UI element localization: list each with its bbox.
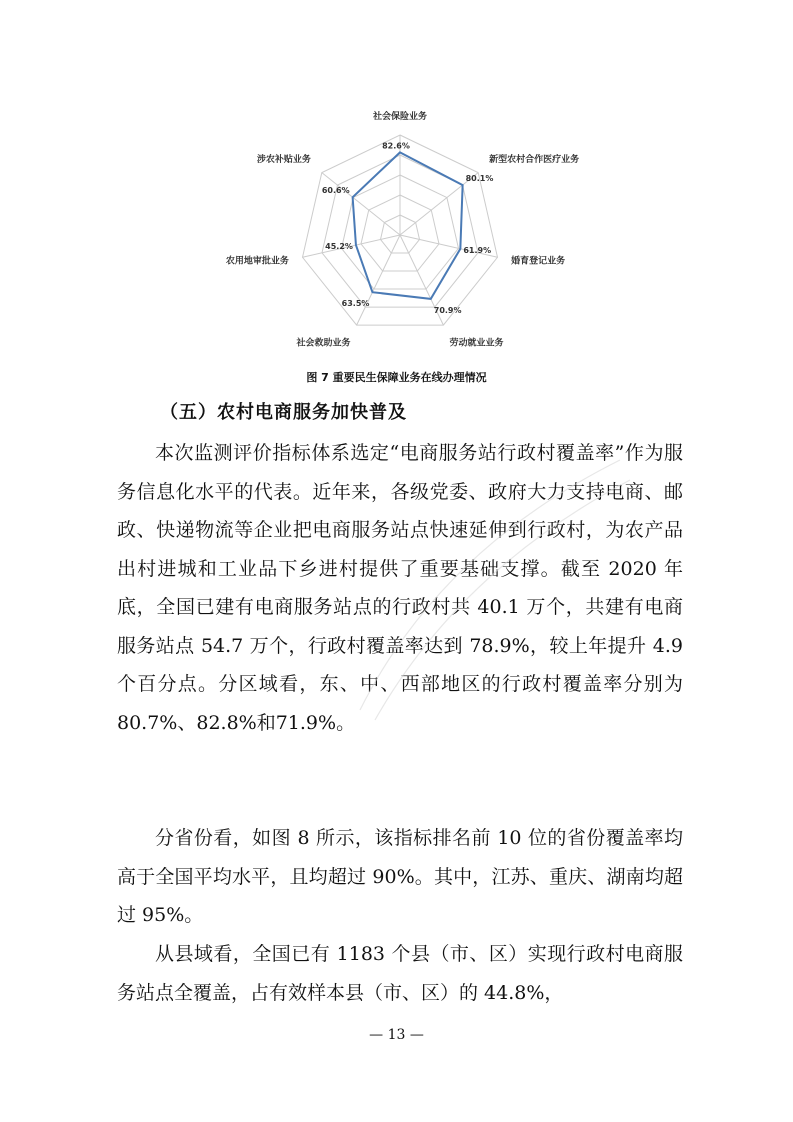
radar-value-label: 63.5%: [341, 299, 370, 309]
paragraph-2: 分省份看，如图 8 所示，该指标排名前 10 位的省份覆盖率均高于全国平均水平，且均超过 90%。其中，江苏、重庆、湖南均超过 95%。: [117, 827, 683, 926]
radar-category-label: 劳动就业业务: [449, 338, 504, 349]
radar-value-label: 82.6%: [382, 141, 410, 151]
section-heading: （五）农村电商服务加快普及: [160, 402, 407, 423]
radar-value-label: 80.1%: [465, 174, 494, 184]
radar-category-label: 社会保险业务: [372, 112, 428, 122]
radar-category-label: 婚育登记业务: [511, 256, 566, 267]
page-number: — 13 —: [369, 1027, 424, 1043]
radar-category-label: 社会救助业务: [296, 338, 351, 349]
radar-series-polygon: [353, 152, 463, 298]
radar-category-label: 涉农补贴业务: [256, 154, 311, 165]
radar-value-label: 45.2%: [325, 242, 353, 252]
radar-chart: [180, 105, 620, 365]
radar-value-label: 70.9%: [433, 305, 462, 315]
figure-caption: 图 7 重要民生保障业务在线办理情况: [306, 371, 487, 384]
radar-value-label: 60.6%: [321, 186, 350, 196]
paragraph-3: 从县域看，全国已有 1183 个县（市、区）实现行政村电商服务站点全覆盖，占有效样本县（市、区）的 44.8%，: [117, 943, 683, 1004]
radar-axes: [303, 135, 498, 325]
radar-axis-spoke: [357, 235, 400, 325]
radar-category-label: 新型农村合作医疗业务: [489, 154, 580, 165]
radar-value-label: 61.9%: [463, 245, 492, 255]
paragraph-1: 本次监测评价指标体系选定“电商服务站行政村覆盖率”作为服务信息化水平的代表。近年来，各级党委、政府大力支持电商、邮政、快递物流等企业把电商服务站点快速延伸到行政村，为农产品出村进城和工业品下乡进村提供了重要基础支撑。截至 2020 年底，全国已建有电商服务站点的行政村共 40.1 万个，共建有电商服务站点 54.7 万个，行政村覆盖率达到 78.9%，较上年提升 4.9 个百分点。分区域看，东、中、西部地区的行政村覆盖率分别为 80.7%、82.8%和71.9%。: [117, 442, 683, 734]
radar-category-label: 农用地审批业务: [225, 256, 289, 267]
